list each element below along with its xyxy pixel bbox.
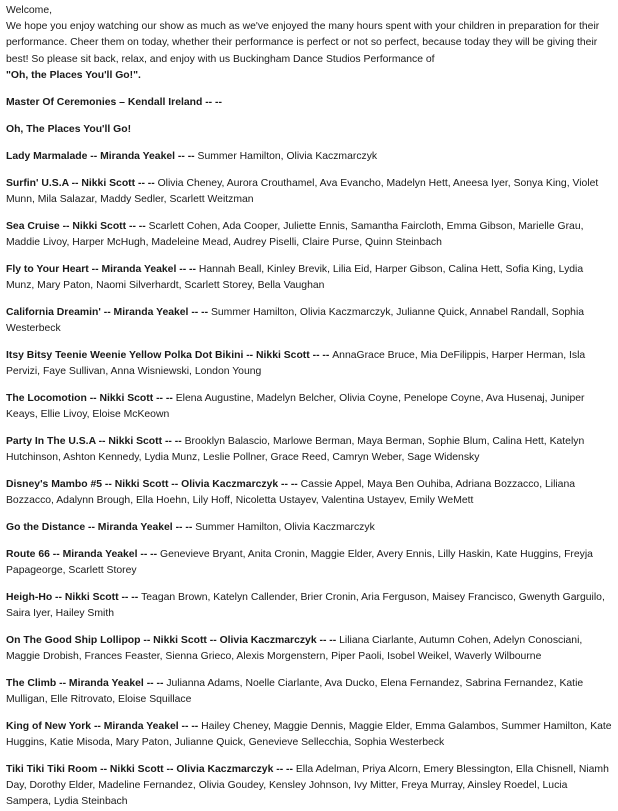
list-item: [6, 262, 612, 294]
number-title: Lady Marmalade -- Miranda Yeakel -- --: [6, 151, 198, 163]
number-title: Route 66 -- Miranda Yeakel -- --: [6, 549, 160, 561]
list-item: [6, 149, 612, 165]
number-title: Party In The U.S.A -- Nikki Scott -- --: [6, 436, 185, 448]
number-title: King of New York -- Miranda Yeakel -- --: [6, 721, 202, 733]
list-item: [6, 176, 612, 208]
list-item: [6, 434, 612, 466]
dancer-list: Julianna Adams, Noelle Ciarlante, Ava Ducko, Elena Fernandez, Sabrina Fernandez, Katie Mulligan, Elle Ritrovato, Eloise Squillace: [6, 678, 584, 706]
list-item: [6, 391, 612, 423]
dancer-list: Elena Augustine, Madelyn Belcher, Olivia Coyne, Penelope Coyne, Ava Husenaj, Juniper Keays, Ellie Livoy, Eloise McKeown: [6, 393, 585, 421]
number-title: Go the Distance -- Miranda Yeakel -- --: [6, 522, 196, 534]
dancer-list: Summer Hamilton, Olivia Kaczmarczyk: [195, 522, 375, 534]
dancer-list: Brooklyn Balascio, Marlowe Berman, Maya Berman, Sophie Blum, Calina Hett, Katelyn Hutchinson, Ashton Kennedy, Lydia Munz, Leslie Pollner, Grace Reed, Camryn Weber, Sage Widensky: [6, 436, 585, 464]
list-item: [6, 348, 612, 380]
list-item: [6, 719, 612, 751]
list-item: [6, 520, 612, 536]
number-title: Itsy Bitsy Teenie Weenie Yellow Polka Dot Bikini -- Nikki Scott -- --: [6, 350, 333, 362]
dancer-list: Genevieve Bryant, Anita Cronin, Maggie Elder, Avery Ennis, Lilly Haskin, Kate Huggins, Freyja Papageorge, Scarlett Storey: [6, 549, 593, 577]
dancer-list: Liliana Ciarlante, Autumn Cohen, Adelyn Conosciani, Maggie Drobish, Frances Feaster, Sienna Grieco, Alexis Morgenstern, Piper Paoli, Isobel Weikel, Waverly Wilbourne: [6, 635, 583, 663]
intro-section: [6, 3, 612, 84]
intro-paragraph: We hope you enjoy watching our show as much as we've enjoyed the many hours spent with your children in preparation for their performance. Cheer them on today, whether their performance is perfect or not so perfect, because today they will be giving their best! So please sit back, relax, and enjoy with us Buckingham Dance Studios Performance of: [6, 21, 600, 65]
dancer-list: Scarlett Cohen, Ada Cooper, Juliette Ennis, Samantha Faircloth, Emma Gibson, Marielle Grau, Maddie Livoy, Harper McHugh, Madeleine Mead, Audrey Piselli, Claire Purse, Quinn Steinbach: [6, 221, 584, 249]
list-item: [6, 590, 612, 622]
list-item: [6, 219, 612, 251]
number-title: On The Good Ship Lollipop -- Nikki Scott -- Olivia Kaczmarczyk -- --: [6, 635, 340, 647]
number-title: The Climb -- Miranda Yeakel -- --: [6, 678, 167, 690]
number-title: Tiki Tiki Tiki Room -- Nikki Scott -- Olivia Kaczmarczyk -- --: [6, 764, 296, 776]
number-title: Disney's Mambo #5 -- Nikki Scott -- Olivia Kaczmarczyk -- --: [6, 479, 301, 491]
numbers-list: [6, 149, 612, 810]
list-item: [6, 305, 612, 337]
number-title: California Dreamin' -- Miranda Yeakel -- --: [6, 307, 211, 319]
dancer-list: Teagan Brown, Katelyn Callender, Brier Cronin, Aria Ferguson, Maisey Francisco, Gwenyth Garguilo, Saira Iyer, Hailey Smith: [6, 592, 605, 620]
dancer-list: Cassie Appel, Maya Ben Ouhiba, Adriana Bozzacco, Liliana Bozzacco, Adalynn Brough, Ella Hoehn, Lily Hoff, Nicoletta Ustayev, Valentina Ustayev, Emily WeMett: [6, 479, 576, 507]
welcome-text: Welcome,: [6, 5, 53, 16]
dancer-list: Summer Hamilton, Olivia Kaczmarczyk, Julianne Quick, Annabel Randall, Sophia Westerbeck: [6, 307, 585, 335]
show-title: "Oh, the Places You'll Go!".: [6, 69, 141, 81]
master-of-ceremonies: Master Of Ceremonies – Kendall Ireland -- --: [6, 97, 222, 109]
dancer-list: Hannah Beall, Kinley Brevik, Lilia Eid, Harper Gibson, Calina Hett, Sofia King, Lydia Munz, Mary Paton, Naomi Silverhardt, Scarlett Storey, Bella Vaughan: [6, 264, 584, 292]
number-title: Heigh-Ho -- Nikki Scott -- --: [6, 592, 142, 604]
number-title: The Locomotion -- Nikki Scott -- --: [6, 393, 176, 405]
list-item: [6, 547, 612, 579]
number-title: Sea Cruise -- Nikki Scott -- --: [6, 221, 149, 233]
number-title: Fly to Your Heart -- Miranda Yeakel -- --: [6, 264, 199, 276]
dancer-list: AnnaGrace Bruce, Mia DeFilippis, Harper Herman, Isla Pervizi, Faye Sullivan, Anna Wisniewski, London Young: [6, 350, 586, 378]
dancer-list: Hailey Cheney, Maggie Dennis, Maggie Elder, Emma Galambos, Summer Hamilton, Kate Huggins, Katie Misoda, Mary Paton, Julianne Quick, Genevieve Sellecchia, Sophia Westerbeck: [6, 721, 612, 749]
dancer-list: Summer Hamilton, Olivia Kaczmarczyk: [197, 151, 378, 163]
dancer-list: Olivia Cheney, Aurora Crouthamel, Ava Evancho, Madelyn Hett, Aneesa Iyer, Sonya King, Violet Munn, Mila Salazar, Maddy Sedler, Scarlett Weitzman: [6, 178, 599, 206]
list-item: [6, 633, 612, 665]
list-item: [6, 762, 612, 811]
dancer-list: Ella Adelman, Priya Alcorn, Emery Blessington, Ella Chisnell, Niamh Day, Dorothy Elder, Madeline Fernandez, Olivia Goudey, Kensley Johnson, Ivy Mitter, Freya Murray, Ainsley Roedel, Lucia Sampera, Lydia Steinbach: [6, 764, 609, 808]
list-item: [6, 477, 612, 509]
number-title: Surfin' U.S.A -- Nikki Scott -- --: [6, 178, 158, 190]
opening-number-title: Oh, The Places You'll Go!: [6, 124, 132, 136]
list-item: [6, 676, 612, 708]
